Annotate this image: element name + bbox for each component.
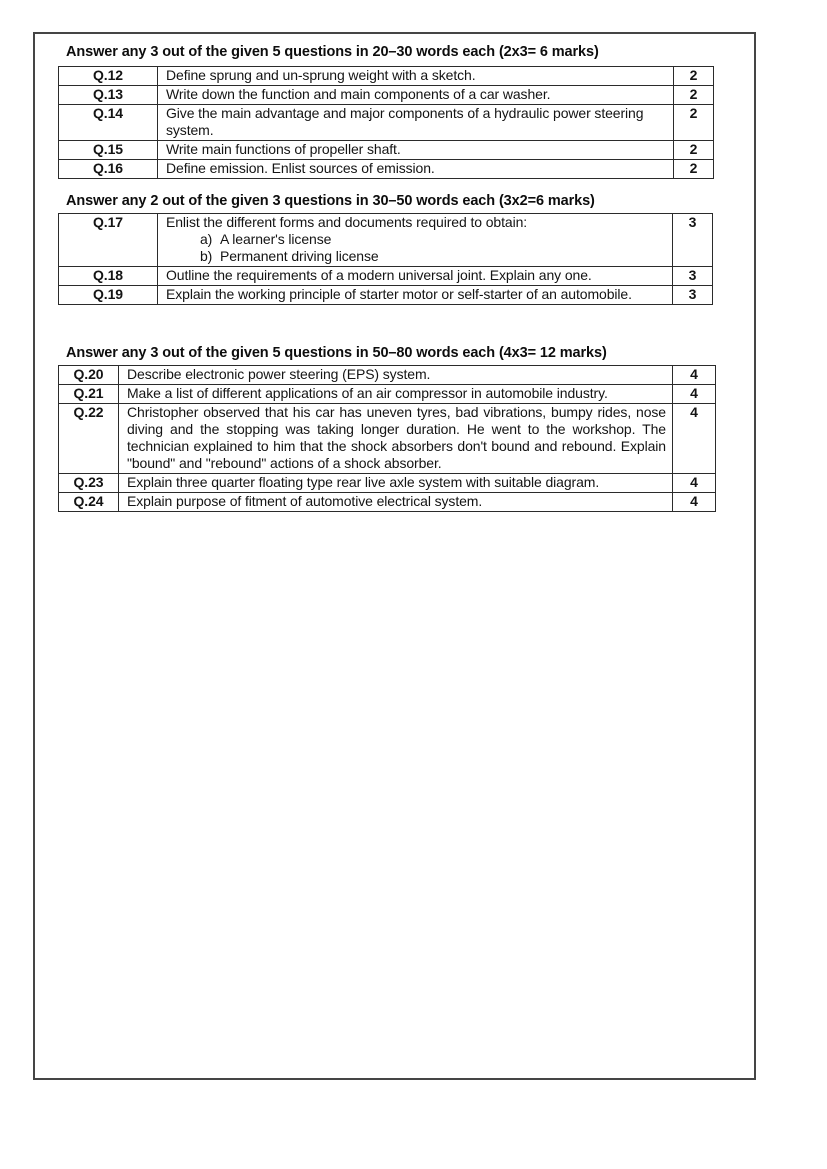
question-number-cell: Q.18	[59, 267, 158, 286]
question-number-cell: Q.20	[59, 366, 119, 385]
question-text: Make a list of different applications of an air compressor in automobile industry.	[127, 385, 608, 401]
marks-cell: 2	[674, 160, 714, 179]
question-text: Christopher observed that his car has uneven tyres, bad vibrations, bumpy rides, nose diving and the stopping was taking longer duration. He went to the workshop. The technician explained to him that the shock absorbers don't bound and rebound. Explain "bound" and "rebound" actions of a shock absorber.	[127, 404, 666, 471]
question-number-cell: Q.24	[59, 493, 119, 512]
question-text-cell	[119, 404, 673, 474]
marks-cell: 4	[673, 404, 716, 474]
question-text: Define emission. Enlist sources of emission.	[166, 160, 435, 176]
question-row	[59, 160, 714, 179]
question-row	[59, 267, 713, 286]
marks-cell: 2	[674, 141, 714, 160]
question-text-cell	[158, 141, 674, 160]
marks-cell: 4	[673, 474, 716, 493]
marks-cell: 4	[673, 493, 716, 512]
subitem-marker: b)	[200, 248, 213, 264]
page-border	[33, 32, 756, 1080]
marks-cell: 3	[673, 286, 713, 305]
question-row	[59, 141, 714, 160]
question-number-cell: Q.17	[59, 214, 158, 267]
question-text-cell	[158, 67, 674, 86]
question-row	[59, 286, 713, 305]
question-text: Describe electronic power steering (EPS) system.	[127, 366, 431, 382]
question-row	[59, 366, 716, 385]
question-subitem	[166, 231, 666, 248]
question-text-cell	[119, 385, 673, 404]
question-text-cell	[119, 474, 673, 493]
marks-cell: 2	[674, 105, 714, 141]
marks-cell: 2	[674, 86, 714, 105]
question-text: Enlist the different forms and documents required to obtain:	[166, 214, 528, 230]
subitem-text: Permanent driving license	[220, 248, 379, 264]
question-row	[59, 86, 714, 105]
marks-cell: 3	[673, 214, 713, 267]
question-row	[59, 493, 716, 512]
question-text-cell	[158, 105, 674, 141]
question-number-cell: Q.15	[59, 141, 158, 160]
question-number-cell: Q.19	[59, 286, 158, 305]
question-row	[59, 67, 714, 86]
section-header-3-marks: Answer any 2 out of the given 3 questions in 30–50 words each (3x2=6 marks)	[66, 193, 595, 209]
marks-cell: 4	[673, 385, 716, 404]
question-number-cell: Q.21	[59, 385, 119, 404]
section-header-4-marks: Answer any 3 out of the given 5 questions in 50–80 words each (4x3= 12 marks)	[66, 345, 607, 361]
question-row	[59, 474, 716, 493]
question-number-cell: Q.22	[59, 404, 119, 474]
marks-cell: 3	[673, 267, 713, 286]
question-subitem	[166, 248, 666, 265]
question-text: Explain the working principle of starter motor or self-starter of an automobile.	[166, 286, 632, 302]
question-text-cell	[119, 366, 673, 385]
question-text: Define sprung and un-sprung weight with a sketch.	[166, 67, 476, 83]
question-number-cell: Q.12	[59, 67, 158, 86]
question-text: Outline the requirements of a modern universal joint. Explain any one.	[166, 267, 592, 283]
question-number-cell: Q.23	[59, 474, 119, 493]
question-number-cell: Q.13	[59, 86, 158, 105]
subitem-text: A learner's license	[220, 231, 332, 247]
question-text-cell	[158, 86, 674, 105]
question-text: Write main functions of propeller shaft.	[166, 141, 401, 157]
marks-cell: 2	[674, 67, 714, 86]
question-text-cell	[158, 286, 673, 305]
questions-table-2-marks	[58, 66, 714, 179]
question-row	[59, 385, 716, 404]
questions-table-4-marks	[58, 365, 716, 512]
question-text: Explain three quarter floating type rear live axle system with suitable diagram.	[127, 474, 600, 490]
question-row	[59, 404, 716, 474]
question-number-cell: Q.16	[59, 160, 158, 179]
questions-table-3-marks	[58, 213, 713, 305]
section-header-2-marks: Answer any 3 out of the given 5 questions in 20–30 words each (2x3= 6 marks)	[66, 44, 599, 60]
question-text-cell	[119, 493, 673, 512]
marks-cell: 4	[673, 366, 716, 385]
question-text-cell	[158, 214, 673, 267]
question-text-cell	[158, 267, 673, 286]
question-text: Give the main advantage and major components of a hydraulic power steering system.	[166, 105, 644, 138]
question-row	[59, 105, 714, 141]
question-text-cell	[158, 160, 674, 179]
question-row	[59, 214, 713, 267]
question-number-cell: Q.14	[59, 105, 158, 141]
question-text: Explain purpose of fitment of automotive electrical system.	[127, 493, 483, 509]
question-text: Write down the function and main components of a car washer.	[166, 86, 551, 102]
subitem-marker: a)	[200, 231, 213, 247]
